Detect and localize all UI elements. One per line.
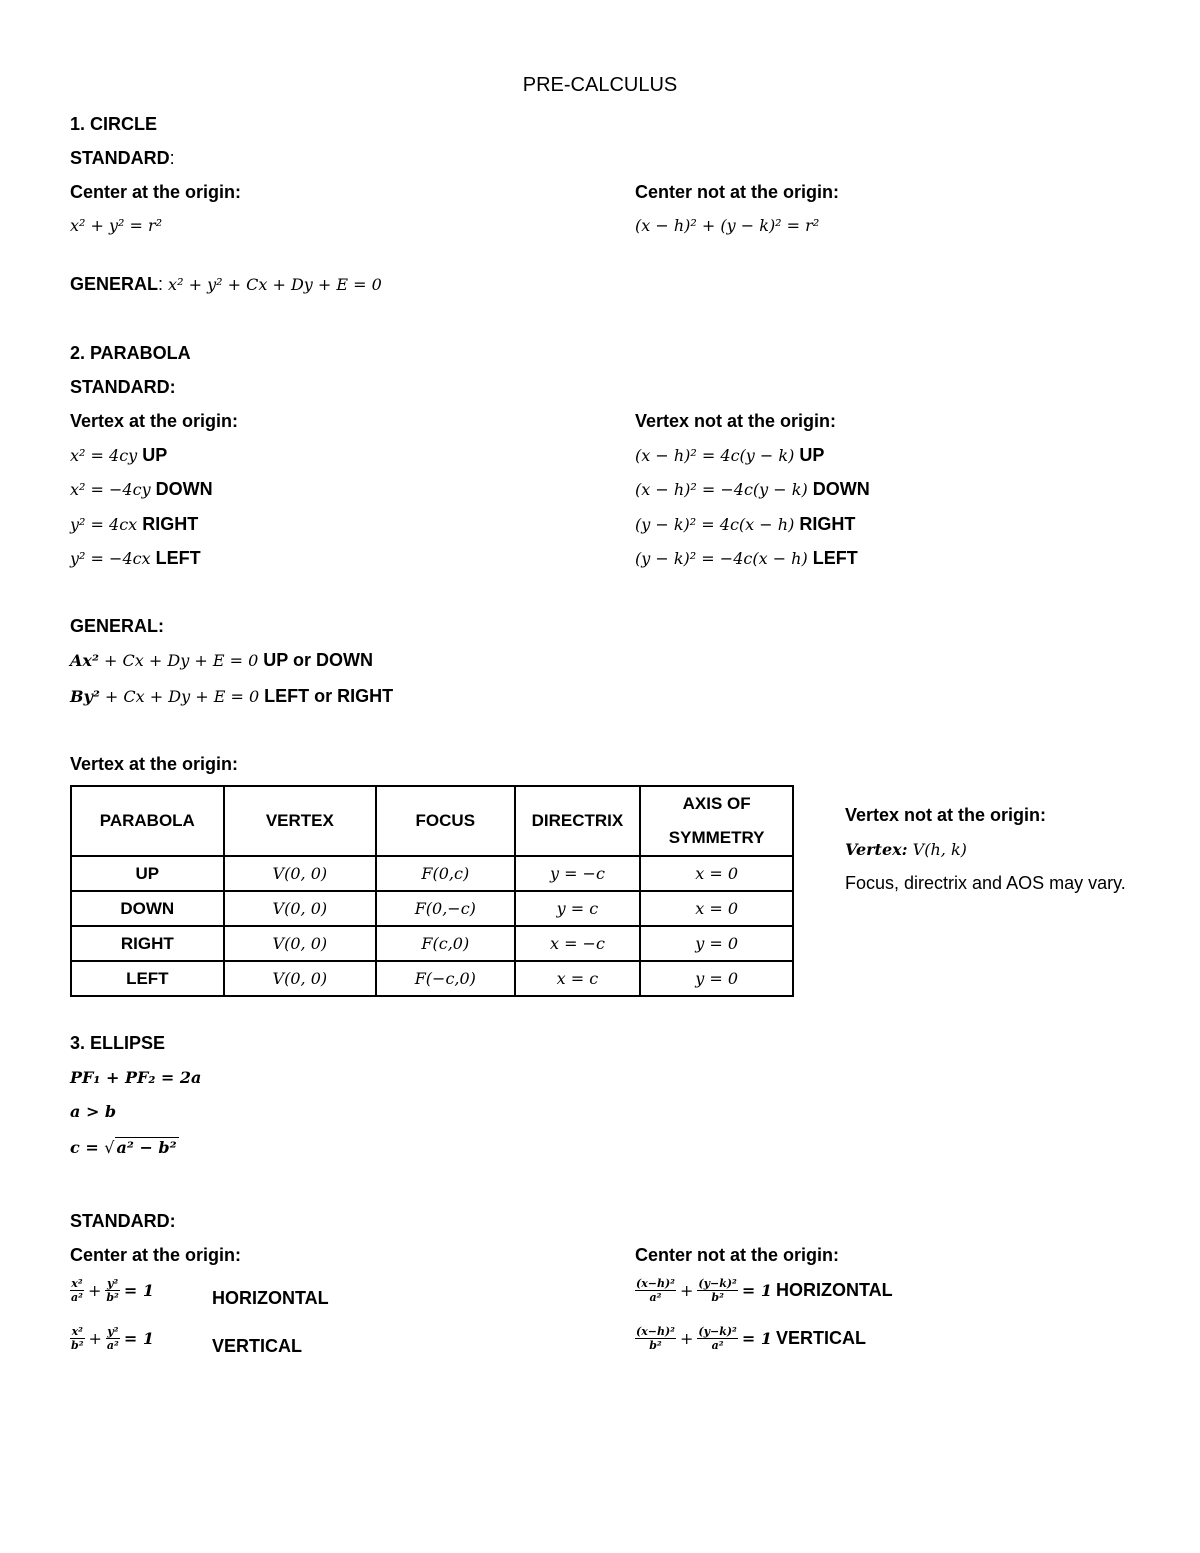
table-header: FOCUS — [376, 786, 514, 856]
table-cell: x = 0 — [640, 891, 793, 926]
side-note-text: Focus, directrix and AOS may vary. — [845, 873, 1126, 893]
table-cell: y = −c — [515, 856, 641, 891]
table-cell: y = 0 — [640, 961, 793, 996]
table-row — [71, 856, 793, 891]
circle-origin-equation: x² + y² = r² — [70, 216, 163, 235]
parabola-not-origin-eq-left: (y − k)² = −4c(x − h) LEFT — [635, 548, 858, 568]
ellipse-origin-label: Center at the origin: — [70, 1245, 242, 1265]
table-cell: x = c — [515, 961, 641, 996]
table-cell: V(0, 0) — [224, 891, 376, 926]
table-cell: LEFT — [71, 961, 224, 996]
ellipse-eq-focal-sum: PF₁ + PF₂ = 2a — [70, 1068, 202, 1087]
side-note-vertex: Vertex: V(h, k) — [845, 840, 967, 859]
table-cell: F(−c,0) — [376, 961, 514, 996]
table-header: DIRECTRIX — [515, 786, 641, 856]
side-note-heading: Vertex not at the origin: — [845, 805, 1047, 825]
circle-not-origin-label: Center not at the origin: — [635, 182, 839, 202]
sqrt-symbol-icon: √ — [104, 1138, 115, 1157]
circle-standard-label: STANDARD: — [70, 148, 175, 168]
page-title: PRE-CALCULUS — [522, 74, 678, 96]
ellipse-not-origin-horizontal: $\frac{\text{(x−h)²}}{\text{a²}}$ + $\frac{\text{(y−k)²}}{\text{b²}}$ = 1 HORIZONTAL — [636, 1277, 893, 1304]
table-row — [71, 926, 793, 961]
table-cell: F(0,c) — [376, 856, 514, 891]
ellipse-not-origin-label: Center not at the origin: — [635, 1245, 839, 1265]
table-row — [71, 961, 793, 996]
table-cell: UP — [71, 856, 224, 891]
ellipse-origin-vertical-label: VERTICAL — [212, 1336, 302, 1356]
parabola-table — [70, 785, 794, 997]
circle-general: GENERAL: x² + y² + Cx + Dy + E = 0 — [70, 274, 382, 294]
table-cell: V(0, 0) — [224, 926, 376, 961]
parabola-not-origin-eq-up: (x − h)² = 4c(y − k) UP — [635, 445, 825, 465]
table-cell: RIGHT — [71, 926, 224, 961]
table-cell: y = 0 — [640, 926, 793, 961]
parabola-origin-eq-up: x² = 4cy UP — [70, 445, 168, 465]
circle-not-origin-equation: (x − h)² + (y − k)² = r² — [635, 216, 820, 235]
parabola-origin-eq-down: x² = −4cy DOWN — [70, 479, 213, 499]
parabola-origin-label: Vertex at the origin: — [70, 411, 239, 431]
table-cell: DOWN — [71, 891, 224, 926]
parabola-origin-eq-right: y² = 4cx RIGHT — [70, 514, 199, 534]
ellipse-eq-a-gt-b: a > b — [70, 1102, 117, 1121]
table-cell: F(c,0) — [376, 926, 514, 961]
parabola-not-origin-eq-down: (x − h)² = −4c(y − k) DOWN — [635, 479, 870, 499]
table-cell: V(0, 0) — [224, 961, 376, 996]
parabola-general-eq-leftright: By² + Cx + Dy + E = 0 LEFT or RIGHT — [70, 686, 394, 706]
table-cell: y = c — [515, 891, 641, 926]
ellipse-origin-horizontal-label: HORIZONTAL — [212, 1288, 329, 1308]
ellipse-standard-label: STANDARD: — [70, 1211, 176, 1231]
parabola-table-label: Vertex at the origin: — [70, 754, 239, 774]
parabola-general-label: GENERAL: — [70, 616, 164, 636]
table-cell: x = −c — [515, 926, 641, 961]
parabola-standard-label: STANDARD: — [70, 377, 176, 397]
table-header: AXIS OF SYMMETRY — [640, 786, 793, 856]
parabola-not-origin-label: Vertex not at the origin: — [635, 411, 837, 431]
circle-heading: 1. CIRCLE — [70, 114, 158, 134]
ellipse-not-origin-vertical: $\frac{\text{(x−h)²}}{\text{b²}}$ + $\frac{\text{(y−k)²}}{\text{a²}}$ = 1 VERTICAL — [636, 1325, 866, 1352]
table-header: VERTEX — [224, 786, 376, 856]
circle-origin-label: Center at the origin: — [70, 182, 242, 202]
parabola-general-eq-updown: Ax² + Cx + Dy + E = 0 UP or DOWN — [70, 650, 373, 670]
table-header-row — [71, 786, 793, 856]
parabola-heading: 2. PARABOLA — [70, 343, 191, 363]
parabola-not-origin-eq-right: (y − k)² = 4c(x − h) RIGHT — [635, 514, 856, 534]
ellipse-origin-horizontal: $\frac{\text{x²}}{\text{a²}}$ + $\frac{\text{y²}}{\text{b²}}$ = 1 — [71, 1277, 154, 1304]
table-cell: V(0, 0) — [224, 856, 376, 891]
parabola-origin-eq-left: y² = −4cx LEFT — [70, 548, 201, 568]
ellipse-heading: 3. ELLIPSE — [70, 1033, 166, 1053]
table-header: PARABOLA — [71, 786, 224, 856]
table-cell: F(0,−c) — [376, 891, 514, 926]
ellipse-eq-c: c = √ a² − b² — [70, 1138, 177, 1157]
table-row — [71, 891, 793, 926]
ellipse-origin-vertical: $\frac{\text{x²}}{\text{b²}}$ + $\frac{\text{y²}}{\text{a²}}$ = 1 — [71, 1325, 154, 1352]
table-cell: x = 0 — [640, 856, 793, 891]
